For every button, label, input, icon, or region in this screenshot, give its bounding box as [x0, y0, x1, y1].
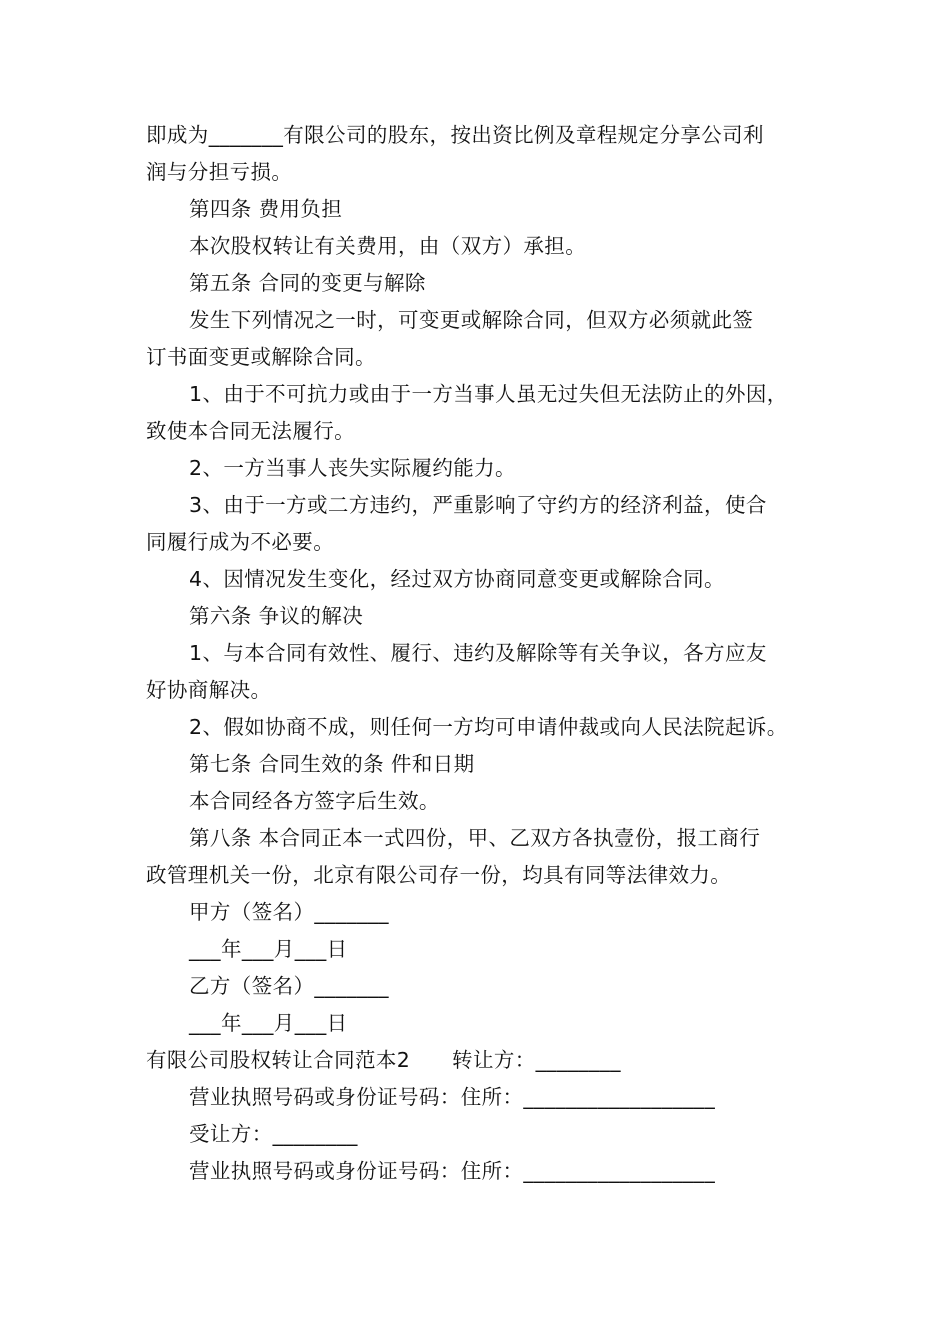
text-line: 同履行成为不必要。	[146, 530, 335, 554]
text-line: 3、由于一方或二方违约，严重影响了守约方的经济利益，使合	[189, 493, 767, 517]
text-line: 1、与本合同有效性、履行、违约及解除等有关争议，各方应友	[189, 641, 767, 665]
text-line: 第六条 争议的解决	[189, 604, 364, 628]
text-line: 2、假如协商不成，则任何一方均可申请仲裁或向人民法院起诉。	[189, 715, 788, 739]
text-line: 第五条 合同的变更与解除	[189, 271, 426, 295]
text-line: 营业执照号码或身份证号码：住所：__________________	[189, 1085, 716, 1109]
text-line: 订书面变更或解除合同。	[146, 345, 376, 369]
text-line: 第七条 合同生效的条 件和日期	[189, 752, 475, 776]
text-line: ___年___月___日	[189, 1011, 348, 1035]
text-line: 第八条 本合同正本一式四份，甲、乙双方各执壹份，报工商行	[189, 826, 761, 850]
text-line: 致使本合同无法履行。	[146, 419, 355, 443]
text-line: 本次股权转让有关费用，由（双方）承担。	[189, 234, 587, 258]
text-line: 政管理机关一份，北京有限公司存一份，均具有同等法律效力。	[146, 863, 732, 887]
text-line: 发生下列情况之一时，可变更或解除合同，但双方必须就此签	[189, 308, 754, 332]
text-line: 甲方（签名）_______	[189, 900, 389, 924]
text-line: 第四条 费用负担	[189, 197, 343, 221]
text-line: 有限公司股权转让合同范本2 转让方：________	[146, 1048, 621, 1072]
text-line: 润与分担亏损。	[146, 160, 293, 184]
text-line: 好协商解决。	[146, 678, 272, 702]
text-line: 本合同经各方签字后生效。	[189, 789, 440, 813]
text-line: 1、由于不可抗力或由于一方当事人虽无过失但无法防止的外因，	[189, 382, 788, 406]
document-body	[146, 117, 826, 1190]
text-line: 受让方：________	[189, 1122, 358, 1146]
text-line: 营业执照号码或身份证号码：住所：__________________	[189, 1159, 716, 1183]
text-line: 乙方（签名）_______	[189, 974, 389, 998]
text-line: 2、一方当事人丧失实际履约能力。	[189, 456, 516, 480]
text-line: 即成为_______有限公司的股东，按出资比例及章程规定分享公司利	[146, 123, 764, 147]
text-line: ___年___月___日	[189, 937, 348, 961]
text-line: 4、因情况发生变化，经过双方协商同意变更或解除合同。	[189, 567, 725, 591]
